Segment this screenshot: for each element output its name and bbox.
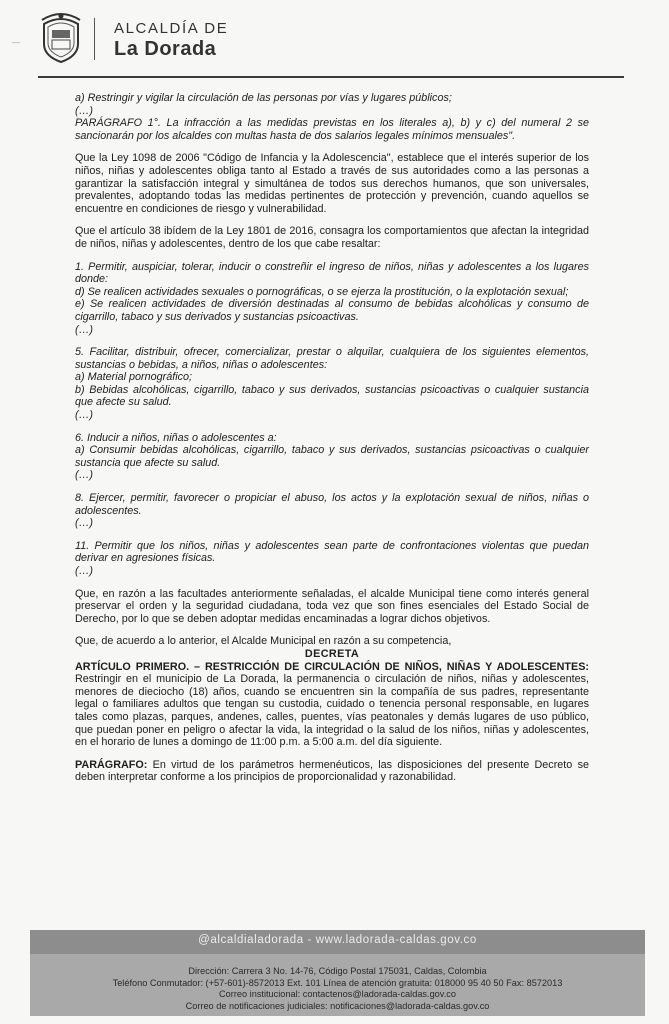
paragraph: b) Bebidas alcohólicas, cigarrillo, tabaco y sus derivados, sustancias psicoactivas o cualquier sustancia que afecte su salud. [75, 383, 589, 409]
header-separator [94, 18, 95, 60]
paragrafo-text: En virtud de los parámetros hermenéuticos, las disposiciones del presente Decreto se deben interpretar conforme a los principios de proporcionalidad y razonabilidad. [75, 758, 589, 784]
paragraph-list [75, 92, 589, 648]
paragrafo-heading: PARÁGRAFO: [75, 758, 148, 771]
paragraph: e) Se realicen actividades de diversión destinadas al consumo de bebidas alcohólicas y consumo de cigarrillo, tabaco y sus derivados y sustancias psicoactivas. [75, 298, 589, 323]
municipal-crest-icon [38, 10, 84, 64]
paragraph: Que, de acuerdo a lo anterior, el Alcalde Municipal en razón a su competencia, [75, 635, 452, 648]
decreta-title: DECRETA [304, 647, 360, 660]
paragraph: (…) [75, 469, 93, 482]
footer-phone: Teléfono Conmutador: (+57-601)-8572013 Ext. 101 Línea de atención gratuita: 018000 95 40 50 Fax: 8572013 [112, 977, 563, 988]
document-body [75, 92, 589, 784]
paragraph: (…) [75, 323, 93, 336]
paragraph: a) Consumir bebidas alcohólicas, cigarrillo, tabaco y sus derivados, sustancias psicoactivas o cualquier sustancia que afecte su salud. [75, 444, 589, 469]
header-rule [38, 76, 624, 78]
paragraph: d) Se realicen actividades sexuales o pornográficas, o se ejerza la prostitución, o la explotación sexual; [75, 285, 569, 298]
paragraph: (…) [75, 409, 93, 422]
footer-contact [30, 966, 645, 1012]
paragraph: Que la Ley 1098 de 2006 "Código de Infancia y la Adolescencia", establece que el interés superior de los niños, niñas y adolescentes obliga tanto al Estado a través de sus autoridades como a las personas a garantizar la satisfacción integral y simultánea de todos sus derechos humanos, que son universales, prevalentes, adoptando todas las medidas pertinentes de protección y prevención, cuando aquellos se encuentre en condiciones de riesgo y vulnerabilidad. [75, 152, 589, 215]
paragrafo [75, 759, 589, 784]
article-one-heading: ARTÍCULO PRIMERO. – RESTRICCIÓN DE CIRCULACIÓN DE NIÑOS, NIÑAS Y ADOLESCENTES: [75, 660, 589, 673]
footer-social[interactable]: @alcaldialadorada - www.ladorada-caldas.gov.co [198, 934, 477, 946]
paragraph: a) Material pornográfico; [75, 371, 193, 384]
letterhead [38, 10, 638, 68]
paragraph: 1. Permitir, auspiciar, tolerar, inducir o constreñir el ingreso de niños, niñas y adolescentes a los lugares donde: [75, 260, 589, 286]
paragraph: 6. Inducir a niños, niñas o adolescentes a: [75, 431, 277, 444]
footer-email[interactable]: Correo institucional: contactenos@ladorada-caldas.gov.co [219, 989, 456, 1000]
article-one-text: Restringir en el municipio de La Dorada, la permanencia o circulación de niños, niñas y adolescentes, menores de dieciocho (18) años, cuando se encuentren sin la compañía de sus padres, representante legal o familiares adultos que tengan su custodia, cuidado o tenencia personal responsable, en lugares tales como plazas, parques, andenes, calles, puentes, vías peatonales y demás lugares de uso público, que puedan poner en peligro o afectar la vida, la integridad o la salud de los niños, niñas y adolescentes, en el horario de lunes a domingo de 11:00 p.m. a 5:00 a.m. del día siguiente. [75, 673, 589, 749]
paragraph: 11. Permitir que los niños, niñas y adolescentes sean parte de confrontaciones violentas que puedan derivar en agresiones físicas. [75, 539, 589, 565]
brand-top: ALCALDÍA DE [114, 20, 229, 37]
article-one [75, 661, 589, 749]
paragraph: Que, en razón a las facultades anteriormente señaladas, el alcalde Municipal tiene como interés general preservar el orden y la seguridad ciudadana, toda vez que son fines esenciales del Estado Social de Derecho, por lo que se deben adoptar medidas encaminadas a lograr dichos objetivos. [75, 587, 589, 625]
paragraph: Que el artículo 38 ibídem de la Ley 1801 de 2016, consagra los comportamientos que afectan la integridad de niños, niñas y adolescentes, dentro de los que cabe resaltar: [75, 225, 589, 250]
footer-notifications[interactable]: Correo de notificaciones judiciales: notificaciones@ladorada-caldas.gov.co [185, 1000, 490, 1011]
footer [30, 930, 645, 1016]
paragraph: 8. Ejercer, permitir, favorecer o propiciar el abuso, los actos y la explotación sexual de niños, niñas o adolescentes. [75, 492, 589, 517]
paragraph: a) Restringir y vigilar la circulación de las personas por vías y lugares públicos; [75, 92, 452, 104]
paragraph: (…) [75, 565, 93, 577]
paragraph: (…) [75, 517, 93, 530]
footer-address: Dirección: Carrera 3 No. 14-76, Código Postal 175031, Caldas, Colombia [188, 966, 487, 976]
brand-bottom: La Dorada [114, 38, 217, 60]
paragraph: (…) [75, 104, 93, 117]
paragraph: 5. Facilitar, distribuir, ofrecer, comercializar, prestar o alquilar, cualquiera de los siguientes elementos, sustancias o bebidas, a niños, niñas o adolescentes: [75, 346, 589, 371]
paragraph: PARÁGRAFO 1°. La infracción a las medidas previstas en los literales a), b) y c) del numeral 2 se sancionarán por los alcaldes con multas hasta de dos salarios legales mínimos mensuales". [75, 117, 589, 142]
margin-mark: — [12, 38, 20, 47]
